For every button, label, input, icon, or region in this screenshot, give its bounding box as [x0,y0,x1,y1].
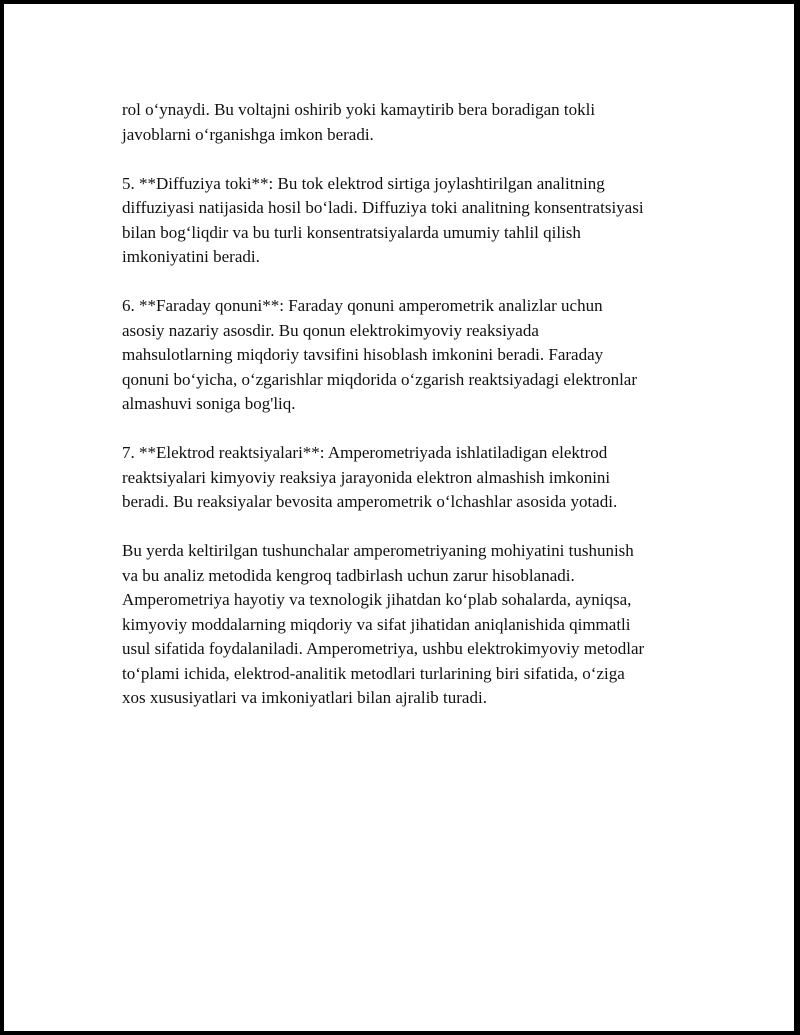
paragraph-faraday-law [122,294,702,417]
text-line: 7. **Elektrod reaktsiyalari**: Amperometriyada ishlatiladigan elektrod [122,443,608,462]
text-line: asosiy nazariy asosdir. Bu qonun elektrokimyoviy reaksiyada [122,320,539,340]
text-line: rol o‘ynaydi. Bu voltajni oshirib yoki kamaytirib bera boradigan tokli [122,100,596,119]
text-line: beradi. Bu reaksiyalar bevosita amperometrik o‘lchashlar asosida yotadi. [122,492,618,511]
text-line: xos xususiyatlari va imkoniyatlari bilan ajralib turadi. [122,688,487,707]
text-line: 5. **Diffuziya toki**: Bu tok elektrod sirtiga joylashtirilgan analitning [122,173,605,193]
text-line: usul sifatida foydalaniladi. Amperometriya, ushbu elektrokimyoviy metodlar [122,639,645,658]
document-body [122,98,702,735]
text-line: javoblarni o‘rganishga imkon beradi. [122,124,374,144]
text-line: almashuvi soniga bog'liq. [122,394,296,413]
text-line: Amperometriya hayotiy va texnologik jihatdan ko‘plab sohalarda, ayniqsa, [122,590,632,609]
text-line: Bu yerda keltirilgan tushunchalar amperometriyaning mohiyatini tushunish [122,541,634,560]
text-line: to‘plami ichida, elektrod-analitik metodlari turlarining biri sifatida, o‘ziga [122,663,625,683]
text-line: reaktsiyalari kimyoviy reaksiya jarayonida elektron almashish imkonini [122,467,611,487]
paragraph-conclusion [122,539,702,711]
paragraph-electrode-reactions [122,441,702,515]
text-line: kimyoviy moddalarning miqdoriy va sifat jihatidan aniqlanishida qimmatli [122,614,631,634]
text-line: va bu analiz metodida kengroq tadbirlash uchun zarur hisoblanadi. [122,565,575,585]
text-line: 6. **Faraday qonuni**: Faraday qonuni amperometrik analizlar uchun [122,296,603,315]
paragraph-diffusion-current [122,172,702,270]
text-line: diffuziyasi natijasida hosil bo‘ladi. Diffuziya toki analitning konsentratsiyasi [122,198,644,217]
text-line: imkoniyatini beradi. [122,247,260,266]
text-line: qonuni bo‘yicha, o‘zgarishlar miqdorida o‘zgarish reaktsiyadagi elektronlar [122,369,638,389]
text-line: mahsulotlarning miqdoriy tavsifini hisoblash imkonini beradi. Faraday [122,345,604,364]
paragraph-continuation [122,98,702,147]
text-line: bilan bog‘liqdir va bu turli konsentratsiyalarda umumiy tahlil qilish [122,222,581,242]
